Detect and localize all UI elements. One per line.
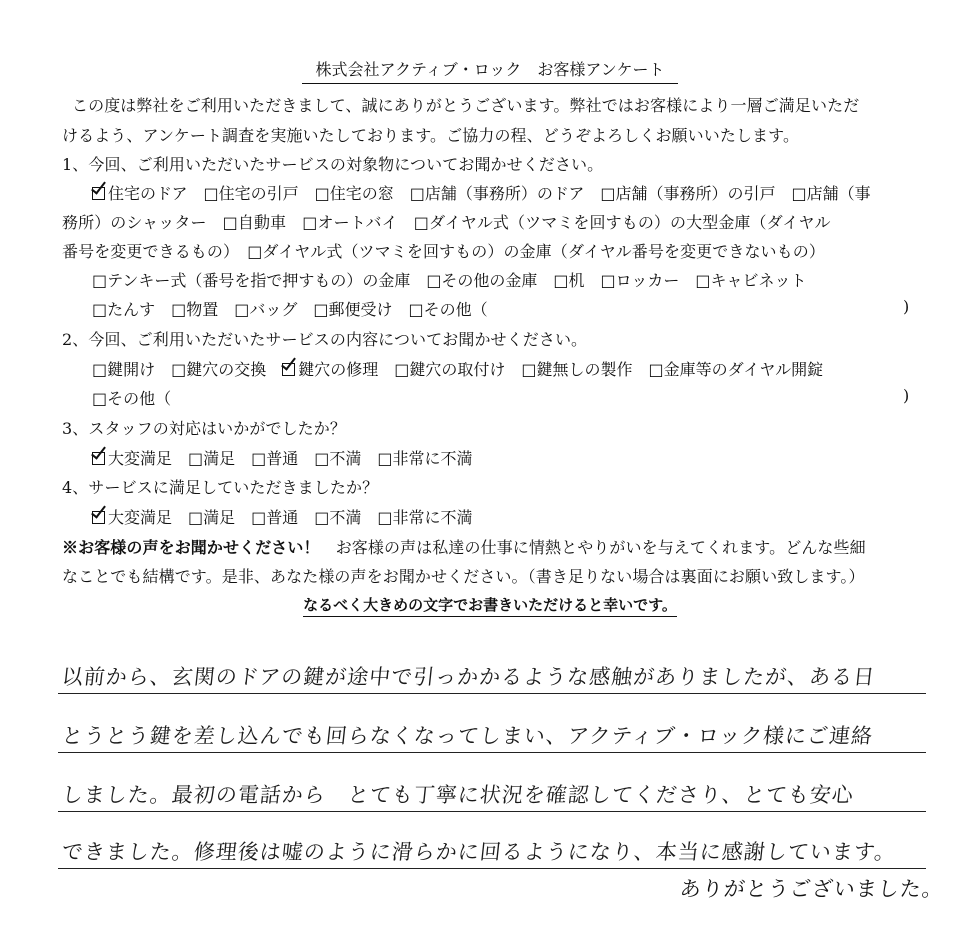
q1-row-4: □テンキー式（番号を指で押すもの）の金庫 □その他の金庫 □机 □ロッカー □キャビネット — [92, 271, 807, 290]
q4-options — [92, 505, 473, 528]
q1-row-3: 番号を変更できるもの） □ダイヤル式（ツマミを回すもの）の金庫（ダイヤル番号を変更できないもの） — [62, 242, 825, 261]
q3-options — [92, 446, 473, 469]
q1-row-2: 務所）のシャッター □自動車 □オートバイ □ダイヤル式（ツマミを回すもの）の大型金庫（ダイヤル — [62, 213, 831, 232]
q2-close-paren: ) — [903, 386, 910, 405]
q4-checked: 大変満足 — [108, 508, 173, 527]
checkbox-checked[interactable] — [282, 363, 295, 376]
q1-question: 1、今回、ご利用いただいたサービスの対象物についてお聞かせください。 — [62, 155, 604, 174]
q3-checked: 大変満足 — [108, 449, 173, 468]
q2-option-checked: 鍵穴の修理 — [298, 360, 379, 379]
q1-row-1-text: 住宅のドア □住宅の引戸 □住宅の窓 □店舗（事務所）のドア □店舗（事務所）の引戸 □店舗（事 — [108, 184, 871, 203]
intro-line-2: けるよう、アンケート調査を実施いたしております。ご協力の程、どうぞよろしくお願いいたします。 — [62, 126, 800, 145]
writing-rule — [58, 752, 926, 753]
writing-rule — [58, 868, 926, 869]
handwritten-line-3: しました。最初の電話から とても丁寧に状況を確認してくださり、とても安心 — [60, 783, 856, 807]
writing-rule — [58, 693, 926, 694]
handwritten-signoff: ありがとうございました。 — [678, 877, 946, 901]
q1-close-paren: ) — [903, 297, 910, 316]
voice-text-1: お客様の声は私達の仕事に情熱とやりがいを与えてくれます。どんな些細 — [319, 538, 866, 557]
q2-options-b: □鍵穴の取付け □鍵無しの製作 □金庫等のダイヤル開錠 — [394, 360, 824, 379]
q1-row-1 — [92, 181, 871, 204]
q3-rest: □満足 □普通 □不満 □非常に不満 — [188, 449, 473, 468]
emphasis-note: なるべく大きめの文字でお書きいただけると幸いです。 — [0, 594, 980, 615]
handwritten-line-4: できました。修理後は嘘のように滑らかに回るようになり、本当に感謝しています。 — [60, 840, 898, 864]
q2-question: 2、今回、ご利用いただいたサービスの内容についてお聞かせください。 — [62, 330, 588, 349]
q4-question: 4、サービスに満足していただきましたか？ — [62, 478, 379, 497]
q2-options-a: □鍵開け □鍵穴の交換 — [92, 360, 267, 379]
voice-text-2: なことでも結構です。是非、あなた様の声をお聞かせください。（書き足りない場合は裏面にお願い致します。） — [62, 567, 865, 586]
q2-other: □その他（ — [92, 389, 172, 408]
voice-heading: ※お客様の声をお聞かせください！ — [62, 538, 320, 557]
checkbox-checked[interactable] — [92, 452, 105, 465]
survey-title: 株式会社アクティブ・ロック お客様アンケート — [0, 57, 980, 84]
q2-options-row — [92, 357, 823, 380]
checkbox-checked[interactable] — [92, 511, 105, 524]
q4-rest: □満足 □普通 □不満 □非常に不満 — [188, 508, 473, 527]
handwritten-line-1: 以前から、玄関のドアの鍵が途中で引っかかるような感触がありましたが、ある日 — [60, 665, 877, 689]
handwritten-line-2: とうとう鍵を差し込んでも回らなくなってしまい、アクティブ・ロック様にご連絡 — [60, 724, 875, 748]
checkbox-checked[interactable] — [92, 187, 105, 200]
writing-rule — [58, 811, 926, 812]
q3-question: 3、スタッフの対応はいかがでしたか？ — [62, 419, 346, 438]
voice-line-1 — [62, 535, 866, 558]
q1-row-5: □たんす □物置 □バッグ □郵便受け □その他（ — [92, 300, 488, 319]
intro-line-1: この度は弊社をご利用いただきまして、誠にありがとうございます。弊社ではお客様により一層ご満足いただ — [72, 96, 860, 115]
